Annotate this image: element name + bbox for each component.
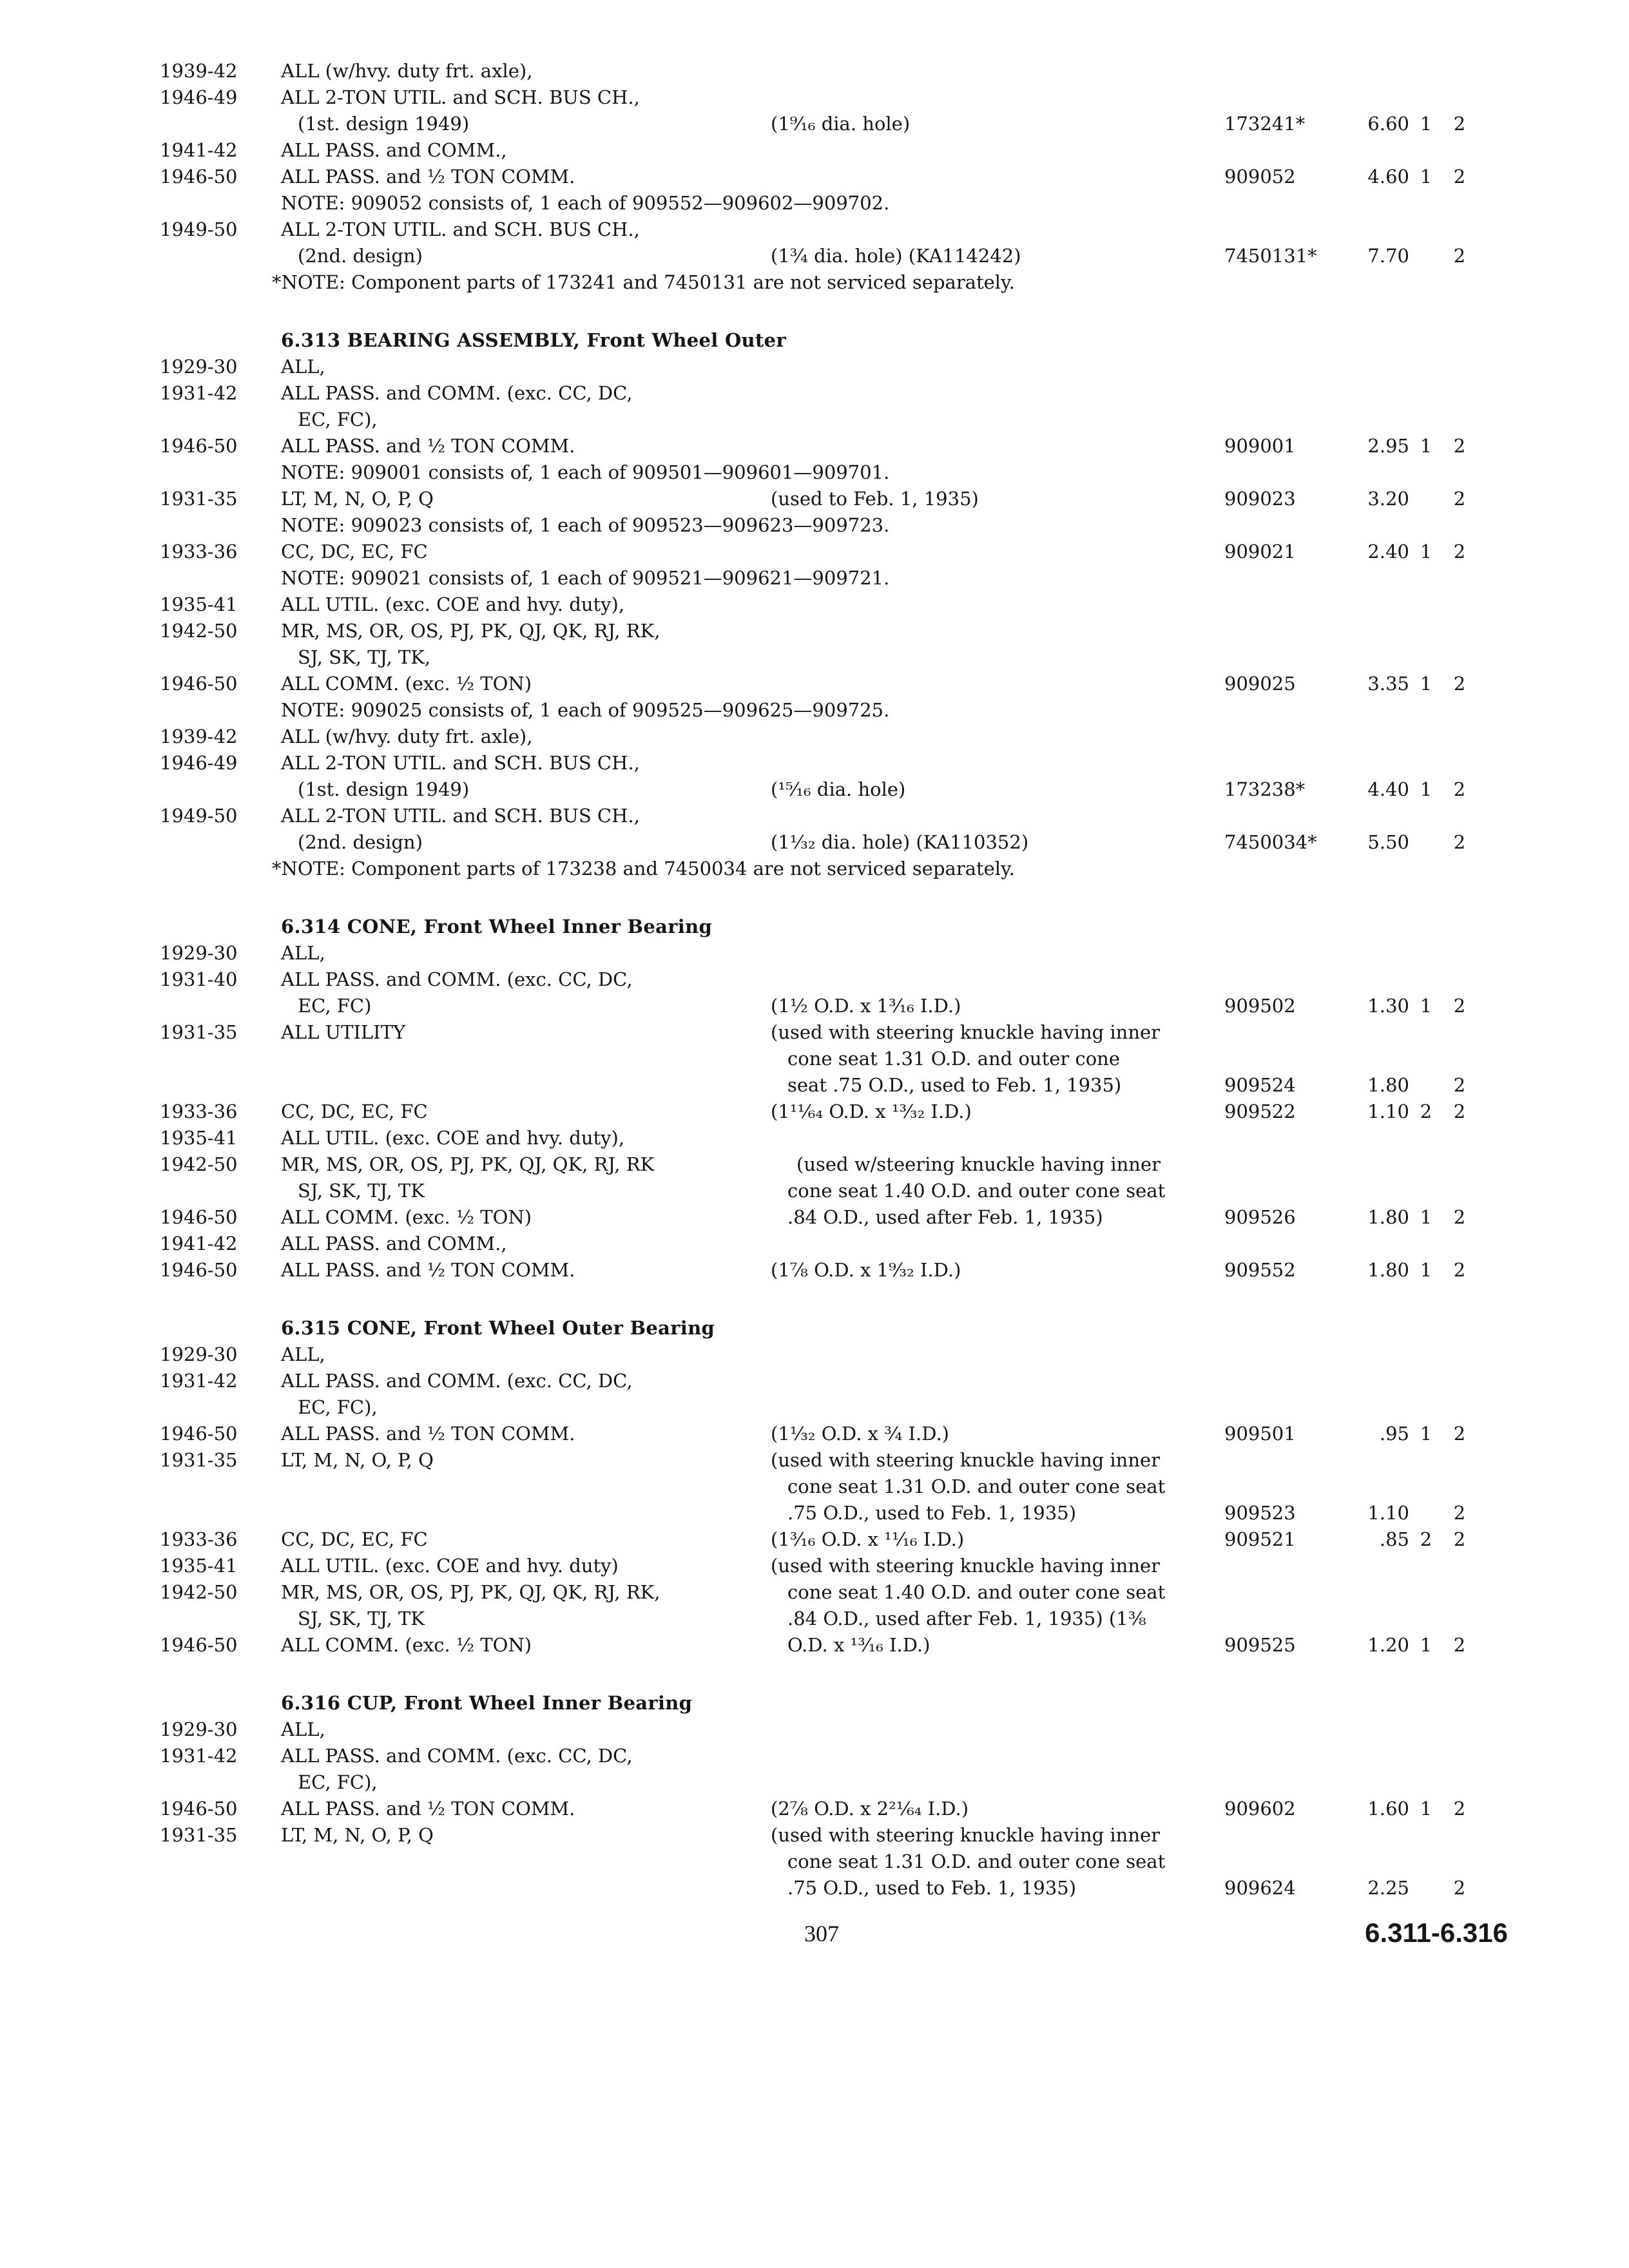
- description: ALL PASS. and COMM.,: [281, 139, 507, 161]
- catalog-line: [0, 1231, 1629, 1257]
- description: ALL PASS. and COMM. (exc. CC, DC,: [281, 968, 633, 990]
- list-price: 5.50: [1367, 831, 1409, 853]
- list-price: 6.60: [1367, 113, 1409, 135]
- model-years: 1942-50: [160, 1153, 238, 1175]
- quantity-a: 1: [1420, 995, 1432, 1017]
- model-years: 1931-42: [160, 382, 238, 404]
- part-number: 909501: [1224, 1423, 1296, 1445]
- part-number: 909552: [1224, 1259, 1296, 1281]
- catalog-line: [0, 697, 1629, 724]
- part-number: 909523: [1224, 1502, 1296, 1524]
- remarks: cone seat 1.31 O.D. and outer cone seat: [787, 1850, 1166, 1872]
- description: SJ, SK, TJ, TK: [298, 1180, 425, 1202]
- remarks: (2⅞ O.D. x 2²¹⁄₆₄ I.D.): [771, 1798, 969, 1820]
- remarks: (1³⁄₁₆ O.D. x ¹¹⁄₁₆ I.D.): [771, 1528, 965, 1550]
- description: ALL (w/hvy. duty frt. axle),: [281, 60, 533, 82]
- remarks: cone seat 1.31 O.D. and outer cone: [787, 1048, 1121, 1070]
- description: ALL PASS. and ½ TON COMM.: [281, 435, 575, 457]
- section-heading: [0, 1315, 1629, 1341]
- model-years: 1946-50: [160, 435, 238, 457]
- catalog-line: [0, 216, 1629, 243]
- remarks: (used w/steering knuckle having inner: [796, 1153, 1161, 1175]
- catalog-line: [0, 58, 1629, 84]
- catalog-line: [0, 459, 1629, 486]
- catalog-line: [0, 803, 1629, 829]
- part-number: 173241*: [1224, 113, 1306, 135]
- catalog-line: [0, 591, 1629, 618]
- catalog-line: [0, 940, 1629, 966]
- model-years: 1946-50: [160, 1259, 238, 1281]
- description: 6.316 CUP, Front Wheel Inner Bearing: [281, 1692, 693, 1714]
- list-price: .95: [1379, 1423, 1409, 1445]
- description: ALL COMM. (exc. ½ TON): [281, 1206, 532, 1228]
- quantity-b: 2: [1453, 1877, 1466, 1899]
- description: ALL,: [281, 356, 325, 378]
- list-price: 2.40: [1367, 541, 1409, 562]
- section-heading: [0, 1690, 1629, 1716]
- remarks: (¹⁵⁄₁₆ dia. hole): [771, 778, 906, 800]
- remarks: (1½ O.D. x 1³⁄₁₆ I.D.): [771, 995, 961, 1017]
- catalog-line: [0, 1606, 1629, 1632]
- model-years: 1931-35: [160, 1021, 238, 1043]
- catalog-line: [0, 380, 1629, 407]
- model-years: 1929-30: [160, 942, 238, 964]
- remarks: (used to Feb. 1, 1935): [771, 488, 979, 510]
- part-number: 909525: [1224, 1634, 1296, 1656]
- description: NOTE: 909025 consists of, 1 each of 909525—909625—909725.: [281, 699, 890, 721]
- quantity-b: 2: [1453, 1634, 1466, 1656]
- quantity-b: 2: [1453, 673, 1466, 695]
- model-years: 1933-36: [160, 541, 238, 562]
- part-number: 909023: [1224, 488, 1296, 510]
- description: SJ, SK, TJ, TK: [298, 1608, 425, 1629]
- model-years: 1931-35: [160, 488, 238, 510]
- description: EC, FC),: [298, 1771, 378, 1793]
- description: 6.315 CONE, Front Wheel Outer Bearing: [281, 1317, 715, 1339]
- quantity-a: 2: [1420, 1100, 1432, 1122]
- model-years: 1933-36: [160, 1528, 238, 1550]
- model-years: 1942-50: [160, 1581, 238, 1603]
- catalog-line: [0, 856, 1629, 882]
- model-years: 1931-35: [160, 1449, 238, 1471]
- part-number: 7450034*: [1224, 831, 1317, 853]
- part-number: 909502: [1224, 995, 1296, 1017]
- quantity-a: 1: [1420, 435, 1432, 457]
- quantity-b: 2: [1453, 1206, 1466, 1228]
- catalog-line: [0, 1046, 1629, 1072]
- quantity-a: 1: [1420, 1206, 1432, 1228]
- description: ALL (w/hvy. duty frt. axle),: [281, 726, 533, 747]
- page-section-range: 6.311-6.316: [1365, 1917, 1508, 1948]
- catalog-line: [0, 1151, 1629, 1178]
- model-years: 1949-50: [160, 805, 238, 827]
- list-price: 1.10: [1367, 1502, 1409, 1524]
- description: (1st. design 1949): [298, 113, 470, 135]
- catalog-line: [0, 111, 1629, 137]
- remarks: .84 O.D., used after Feb. 1, 1935) (1³⁄₈: [787, 1608, 1146, 1629]
- list-price: 1.80: [1367, 1259, 1409, 1281]
- remarks: (1⅞ O.D. x 1⁹⁄₃₂ I.D.): [771, 1259, 961, 1281]
- remarks: cone seat 1.31 O.D. and outer cone seat: [787, 1475, 1166, 1497]
- remarks: (1¹⁄₃₂ dia. hole) (KA110352): [771, 831, 1029, 853]
- description: ALL PASS. and ½ TON COMM.: [281, 1259, 575, 1281]
- model-years: 1946-50: [160, 673, 238, 695]
- quantity-b: 2: [1453, 1259, 1466, 1281]
- model-years: 1929-30: [160, 1343, 238, 1365]
- catalog-line: [0, 829, 1629, 856]
- model-years: 1946-49: [160, 752, 238, 774]
- model-years: 1935-41: [160, 1127, 238, 1149]
- part-number: 909526: [1224, 1206, 1296, 1228]
- description: NOTE: 909021 consists of, 1 each of 909521—909621—909721.: [281, 567, 890, 589]
- description: ALL PASS. and COMM. (exc. CC, DC,: [281, 1370, 633, 1392]
- remarks: (used with steering knuckle having inner: [771, 1824, 1161, 1846]
- model-years: 1931-42: [160, 1745, 238, 1767]
- model-years: 1935-41: [160, 593, 238, 615]
- description: CC, DC, EC, FC: [281, 1528, 428, 1550]
- remarks: cone seat 1.40 O.D. and outer cone seat: [787, 1180, 1166, 1202]
- description: 6.313 BEARING ASSEMBLY, Front Wheel Outer: [281, 329, 786, 351]
- catalog-line: [0, 84, 1629, 111]
- description: ALL,: [281, 942, 325, 964]
- description: MR, MS, OR, OS, PJ, PK, QJ, QK, RJ, RK,: [281, 620, 660, 642]
- quantity-b: 2: [1453, 1074, 1466, 1096]
- remarks: seat .75 O.D., used to Feb. 1, 1935): [787, 1074, 1122, 1096]
- list-price: 3.35: [1367, 673, 1409, 695]
- catalog-line: [0, 1125, 1629, 1151]
- catalog-line: [0, 1341, 1629, 1368]
- list-price: 4.40: [1367, 778, 1409, 800]
- catalog-line: [0, 671, 1629, 697]
- list-price: 1.20: [1367, 1634, 1409, 1656]
- catalog-line: [0, 1368, 1629, 1394]
- quantity-b: 2: [1453, 113, 1466, 135]
- model-years: 1929-30: [160, 356, 238, 378]
- remarks: (1¹¹⁄₆₄ O.D. x ¹³⁄₃₂ I.D.): [771, 1100, 972, 1122]
- catalog-line: [0, 1743, 1629, 1769]
- description: ALL,: [281, 1343, 325, 1365]
- description: ALL PASS. and COMM. (exc. CC, DC,: [281, 1745, 633, 1767]
- description: 6.314 CONE, Front Wheel Inner Bearing: [281, 916, 713, 937]
- description: MR, MS, OR, OS, PJ, PK, QJ, QK, RJ, RK,: [281, 1581, 660, 1603]
- part-number: 909001: [1224, 435, 1296, 457]
- catalog-line: [0, 966, 1629, 993]
- part-number: 7450131*: [1224, 245, 1317, 267]
- catalog-line: [0, 1875, 1629, 1901]
- model-years: 1935-41: [160, 1555, 238, 1577]
- description: CC, DC, EC, FC: [281, 541, 428, 562]
- section-heading: [0, 327, 1629, 354]
- catalog-line: [0, 354, 1629, 380]
- quantity-b: 2: [1453, 1528, 1466, 1550]
- model-years: 1931-40: [160, 968, 238, 990]
- description: *NOTE: Component parts of 173241 and 7450131 are not serviced separately.: [272, 271, 1015, 293]
- model-years: 1946-50: [160, 1206, 238, 1228]
- remarks: .75 O.D., used to Feb. 1, 1935): [787, 1502, 1077, 1524]
- description: LT, M, N, O, P, Q: [281, 1449, 434, 1471]
- catalog-line: [0, 1500, 1629, 1526]
- description: ALL 2-TON UTIL. and SCH. BUS CH.,: [281, 752, 640, 774]
- catalog-line: [0, 1474, 1629, 1500]
- list-price: .85: [1379, 1528, 1409, 1550]
- model-years: 1946-50: [160, 1798, 238, 1820]
- description: (2nd. design): [298, 831, 423, 853]
- catalog-line: [0, 644, 1629, 671]
- description: SJ, SK, TJ, TK,: [298, 646, 431, 668]
- list-price: 1.80: [1367, 1206, 1409, 1228]
- remarks: O.D. x ¹³⁄₁₆ I.D.): [787, 1634, 930, 1656]
- remarks: (used with steering knuckle having inner: [771, 1449, 1161, 1471]
- catalog-line: [0, 137, 1629, 164]
- description: ALL UTIL. (exc. COE and hvy. duty),: [281, 1127, 625, 1149]
- model-years: 1939-42: [160, 60, 238, 82]
- catalog-line: [0, 1099, 1629, 1125]
- description: CC, DC, EC, FC: [281, 1100, 428, 1122]
- remarks: .84 O.D., used after Feb. 1, 1935): [787, 1206, 1103, 1228]
- model-years: 1942-50: [160, 620, 238, 642]
- remarks: .75 O.D., used to Feb. 1, 1935): [787, 1877, 1077, 1899]
- catalog-line: [0, 1822, 1629, 1849]
- description: ALL 2-TON UTIL. and SCH. BUS CH.,: [281, 805, 640, 827]
- quantity-b: 2: [1453, 245, 1466, 267]
- quantity-a: 1: [1420, 673, 1432, 695]
- quantity-b: 2: [1453, 435, 1466, 457]
- model-years: 1931-42: [160, 1370, 238, 1392]
- description: NOTE: 909001 consists of, 1 each of 909501—909601—909701.: [281, 461, 890, 483]
- description: NOTE: 909052 consists of, 1 each of 909552—909602—909702.: [281, 192, 890, 214]
- catalog-line: [0, 164, 1629, 190]
- model-years: 1946-50: [160, 1423, 238, 1445]
- description: ALL,: [281, 1718, 325, 1740]
- description: ALL PASS. and ½ TON COMM.: [281, 1423, 575, 1445]
- part-number: 909025: [1224, 673, 1296, 695]
- quantity-a: 1: [1420, 1634, 1432, 1656]
- description: ALL 2-TON UTIL. and SCH. BUS CH.,: [281, 218, 640, 240]
- page-number: 307: [804, 1921, 839, 1946]
- description: (2nd. design): [298, 245, 423, 267]
- part-number: 909624: [1224, 1877, 1296, 1899]
- quantity-a: 1: [1420, 113, 1432, 135]
- remarks: (used with steering knuckle having inner: [771, 1021, 1161, 1043]
- part-number: 909052: [1224, 166, 1296, 187]
- catalog-line: [0, 407, 1629, 433]
- model-years: 1929-30: [160, 1718, 238, 1740]
- description: (1st. design 1949): [298, 778, 470, 800]
- list-price: 1.10: [1367, 1100, 1409, 1122]
- quantity-b: 2: [1453, 541, 1466, 562]
- description: ALL 2-TON UTIL. and SCH. BUS CH.,: [281, 86, 640, 108]
- catalog-line: [0, 993, 1629, 1019]
- description: ALL UTILITY: [281, 1021, 406, 1043]
- description: ALL PASS. and COMM.,: [281, 1233, 507, 1254]
- list-price: 4.60: [1367, 166, 1409, 187]
- quantity-a: 1: [1420, 778, 1432, 800]
- quantity-b: 2: [1453, 1100, 1466, 1122]
- catalog-line: [0, 486, 1629, 512]
- description: *NOTE: Component parts of 173238 and 7450034 are not serviced separately.: [272, 858, 1015, 879]
- description: LT, M, N, O, P, Q: [281, 1824, 434, 1846]
- catalog-line: [0, 618, 1629, 644]
- catalog-line: [0, 243, 1629, 269]
- quantity-b: 2: [1453, 778, 1466, 800]
- model-years: 1946-50: [160, 166, 238, 187]
- quantity-b: 2: [1453, 1423, 1466, 1445]
- description: EC, FC),: [298, 408, 378, 430]
- part-number: 173238*: [1224, 778, 1306, 800]
- description: ALL COMM. (exc. ½ TON): [281, 673, 532, 695]
- description: NOTE: 909023 consists of, 1 each of 909523—909623—909723.: [281, 514, 890, 536]
- catalog-line: [0, 1849, 1629, 1875]
- description: ALL PASS. and ½ TON COMM.: [281, 166, 575, 187]
- list-price: 2.25: [1367, 1877, 1409, 1899]
- quantity-a: 1: [1420, 1423, 1432, 1445]
- list-price: 3.20: [1367, 488, 1409, 510]
- catalog-line: [0, 1632, 1629, 1658]
- catalog-line: [0, 750, 1629, 776]
- remarks: (1⁹⁄₁₆ dia. hole): [771, 113, 911, 135]
- catalog-line: [0, 1072, 1629, 1099]
- model-years: 1931-35: [160, 1824, 238, 1846]
- model-years: 1933-36: [160, 1100, 238, 1122]
- description: ALL PASS. and COMM. (exc. CC, DC,: [281, 382, 633, 404]
- quantity-a: 1: [1420, 541, 1432, 562]
- list-price: 7.70: [1367, 245, 1409, 267]
- catalog-line: [0, 1204, 1629, 1231]
- description: EC, FC),: [298, 1396, 378, 1418]
- part-number: 909524: [1224, 1074, 1296, 1096]
- list-price: 1.30: [1367, 995, 1409, 1017]
- remarks: (1¾ dia. hole) (KA114242): [771, 245, 1021, 267]
- model-years: 1941-42: [160, 139, 238, 161]
- remarks: cone seat 1.40 O.D. and outer cone seat: [787, 1581, 1166, 1603]
- list-price: 1.60: [1367, 1798, 1409, 1820]
- quantity-b: 2: [1453, 1502, 1466, 1524]
- description: ALL PASS. and ½ TON COMM.: [281, 1798, 575, 1820]
- quantity-a: 1: [1420, 1259, 1432, 1281]
- part-number: 909602: [1224, 1798, 1296, 1820]
- catalog-line: [0, 269, 1629, 296]
- quantity-a: 2: [1420, 1528, 1432, 1550]
- part-number: 909021: [1224, 541, 1296, 562]
- description: ALL UTIL. (exc. COE and hvy. duty): [281, 1555, 619, 1577]
- catalog-line: [0, 1716, 1629, 1743]
- list-price: 2.95: [1367, 435, 1409, 457]
- catalog-line: [0, 565, 1629, 591]
- catalog-line: [0, 1394, 1629, 1421]
- description: LT, M, N, O, P, Q: [281, 488, 434, 510]
- model-years: 1946-50: [160, 1634, 238, 1656]
- quantity-a: 1: [1420, 166, 1432, 187]
- description: ALL COMM. (exc. ½ TON): [281, 1634, 532, 1656]
- catalog-line: [0, 1421, 1629, 1447]
- catalog-line: [0, 1553, 1629, 1579]
- description: EC, FC): [298, 995, 372, 1017]
- description: MR, MS, OR, OS, PJ, PK, QJ, QK, RJ, RK: [281, 1153, 655, 1175]
- catalog-line: [0, 1769, 1629, 1796]
- quantity-b: 2: [1453, 1798, 1466, 1820]
- catalog-line: [0, 1019, 1629, 1046]
- model-years: 1941-42: [160, 1233, 238, 1254]
- remarks: (1¹⁄₃₂ O.D. x ¾ I.D.): [771, 1423, 949, 1445]
- catalog-line: [0, 433, 1629, 459]
- catalog-line: [0, 1447, 1629, 1474]
- catalog-line: [0, 1257, 1629, 1283]
- quantity-b: 2: [1453, 995, 1466, 1017]
- quantity-b: 2: [1453, 831, 1466, 853]
- quantity-b: 2: [1453, 166, 1466, 187]
- section-heading: [0, 914, 1629, 940]
- catalog-line: [0, 539, 1629, 565]
- catalog-line: [0, 512, 1629, 539]
- catalog-line: [0, 1526, 1629, 1553]
- part-number: 909521: [1224, 1528, 1296, 1550]
- model-years: 1949-50: [160, 218, 238, 240]
- model-years: 1939-42: [160, 726, 238, 747]
- catalog-line: [0, 724, 1629, 750]
- remarks: (used with steering knuckle having inner: [771, 1555, 1161, 1577]
- catalog-line: [0, 1178, 1629, 1204]
- description: ALL UTIL. (exc. COE and hvy. duty),: [281, 593, 625, 615]
- catalog-line: [0, 1579, 1629, 1606]
- part-number: 909522: [1224, 1100, 1296, 1122]
- catalog-line: [0, 190, 1629, 216]
- quantity-a: 1: [1420, 1798, 1432, 1820]
- quantity-b: 2: [1453, 488, 1466, 510]
- catalog-line: [0, 776, 1629, 803]
- model-years: 1946-49: [160, 86, 238, 108]
- list-price: 1.80: [1367, 1074, 1409, 1096]
- catalog-line: [0, 1796, 1629, 1822]
